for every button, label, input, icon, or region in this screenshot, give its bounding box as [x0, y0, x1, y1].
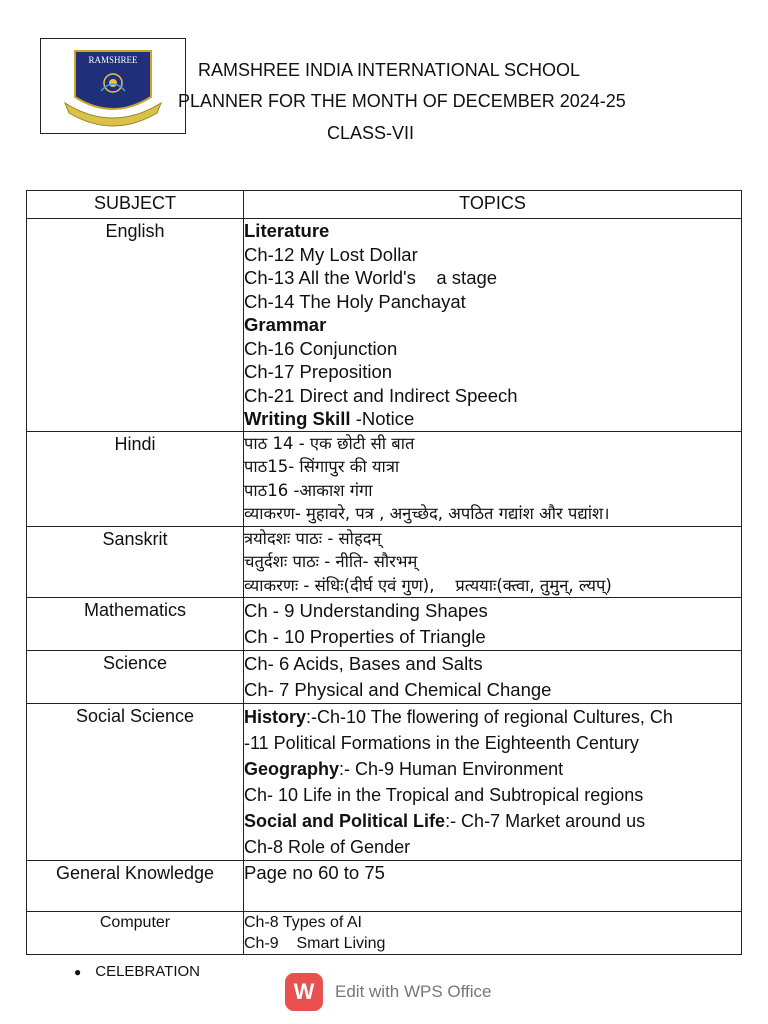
topic-line: Ch- 7 Physical and Chemical Change	[244, 679, 552, 700]
topics-column-header: TOPICS	[244, 191, 742, 219]
topic-line: Ch-12 My Lost Dollar	[244, 243, 418, 265]
political-life-value: :- Ch-7 Market around us	[445, 811, 646, 831]
topic-line: Ch - 9 Understanding Shapes	[244, 600, 488, 621]
subject-cell: English	[27, 219, 244, 432]
wps-watermark-text: Edit with WPS Office	[335, 982, 492, 1001]
writing-skill-label: Writing Skill	[244, 408, 351, 429]
topic-line: Ch-9 Smart Living	[244, 935, 386, 952]
subject-cell: Science	[27, 651, 244, 704]
subject-cell: Mathematics	[27, 598, 244, 651]
topics-cell	[244, 704, 742, 861]
topic-line: Ch- 10 Life in the Tropical and Subtropical regions	[244, 785, 644, 805]
planner-title: PLANNER FOR THE MONTH OF DECEMBER 2024-25	[178, 91, 626, 111]
topics-cell	[244, 431, 742, 526]
topic-line: Ch-14 The Holy Panchayat	[244, 290, 466, 312]
topics-cell	[244, 219, 742, 432]
bullet-icon: ●	[74, 964, 82, 979]
subject-cell: Hindi	[27, 431, 244, 526]
celebration-item	[74, 963, 200, 980]
school-logo	[40, 38, 186, 134]
topic-line: पाठ15- सिंगापुर की यात्रा	[244, 457, 400, 476]
topic-line: Ch- 6 Acids, Bases and Salts	[244, 653, 483, 674]
topic-line: चतुर्दशः पाठः - नीति- सौरभम्	[244, 552, 418, 571]
wps-logo-icon: W	[285, 973, 323, 1011]
table-row-science	[27, 651, 742, 704]
topic-line	[244, 756, 741, 782]
topic-line	[244, 407, 741, 431]
school-crest-icon	[63, 47, 163, 129]
topic-line: त्रयोदशः पाठः - सोहदम्	[244, 528, 382, 548]
topic-line: Ch-16 Conjunction	[244, 337, 398, 359]
celebration-label: CELEBRATION	[95, 963, 200, 980]
subject-cell: General Knowledge	[27, 861, 244, 912]
table-row-general-knowledge	[27, 861, 742, 912]
topics-cell	[244, 526, 742, 598]
subject-cell: Computer	[27, 912, 244, 955]
topics-cell	[244, 861, 742, 912]
topic-line: Ch-13 All the World's a stage	[244, 267, 498, 288]
topic-line	[244, 808, 741, 834]
school-name: RAMSHREE INDIA INTERNATIONAL SCHOOL	[198, 60, 581, 80]
table-row-sanskrit	[27, 526, 742, 598]
topic-line: Page no 60 to 75	[244, 862, 385, 883]
wps-watermark[interactable]	[285, 973, 492, 1011]
topics-cell	[244, 912, 742, 955]
planner-table	[26, 190, 742, 955]
topic-line: व्याकरण- मुहावरे, पत्र , अनुच्छेद, अपठित गद्यांश और पद्यांश।	[244, 504, 610, 523]
geography-label: Geography	[244, 759, 340, 779]
subject-cell: Sanskrit	[27, 526, 244, 598]
table-row-computer	[27, 912, 742, 955]
logo-text: RAMSHREE	[88, 55, 138, 65]
history-value: :-Ch-10 The flowering of regional Cultures, Ch	[306, 707, 673, 727]
topic-line: Ch - 10 Properties of Triangle	[244, 626, 486, 647]
class-name: CLASS-VII	[327, 123, 415, 143]
topic-line: पाठ16 -आकाश गंगा	[244, 480, 373, 500]
table-row-social-science	[27, 704, 742, 861]
writing-skill-value: -Notice	[350, 408, 415, 429]
topics-cell	[244, 651, 742, 704]
table-row-hindi	[27, 431, 742, 526]
geography-value: :- Ch-9 Human Environment	[339, 759, 564, 779]
political-life-label: Social and Political Life	[244, 811, 446, 831]
subject-column-header: SUBJECT	[27, 191, 244, 219]
topic-line	[244, 704, 741, 730]
topics-cell	[244, 598, 742, 651]
section-label: Literature	[244, 220, 330, 241]
history-label: History	[244, 707, 307, 727]
table-row-mathematics	[27, 598, 742, 651]
section-label: Grammar	[244, 314, 327, 335]
subject-cell: Social Science	[27, 704, 244, 861]
topic-line: Ch-8 Role of Gender	[244, 837, 411, 857]
topic-line: Ch-8 Types of AI	[244, 914, 362, 931]
topic-line: व्याकरणः - संधिः(दीर्घ एवं गुण), प्रत्ययाः(क्त्वा, तुमुन्, ल्यप्)	[244, 575, 612, 595]
topic-line: -11 Political Formations in the Eighteenth Century	[244, 733, 639, 753]
topic-line: पाठ 14 - एक छोटी सी बात	[244, 433, 415, 453]
topic-line: Ch-21 Direct and Indirect Speech	[244, 384, 518, 406]
topic-line: Ch-17 Preposition	[244, 361, 393, 382]
table-row-english	[27, 219, 742, 432]
table-header-row	[27, 191, 742, 219]
